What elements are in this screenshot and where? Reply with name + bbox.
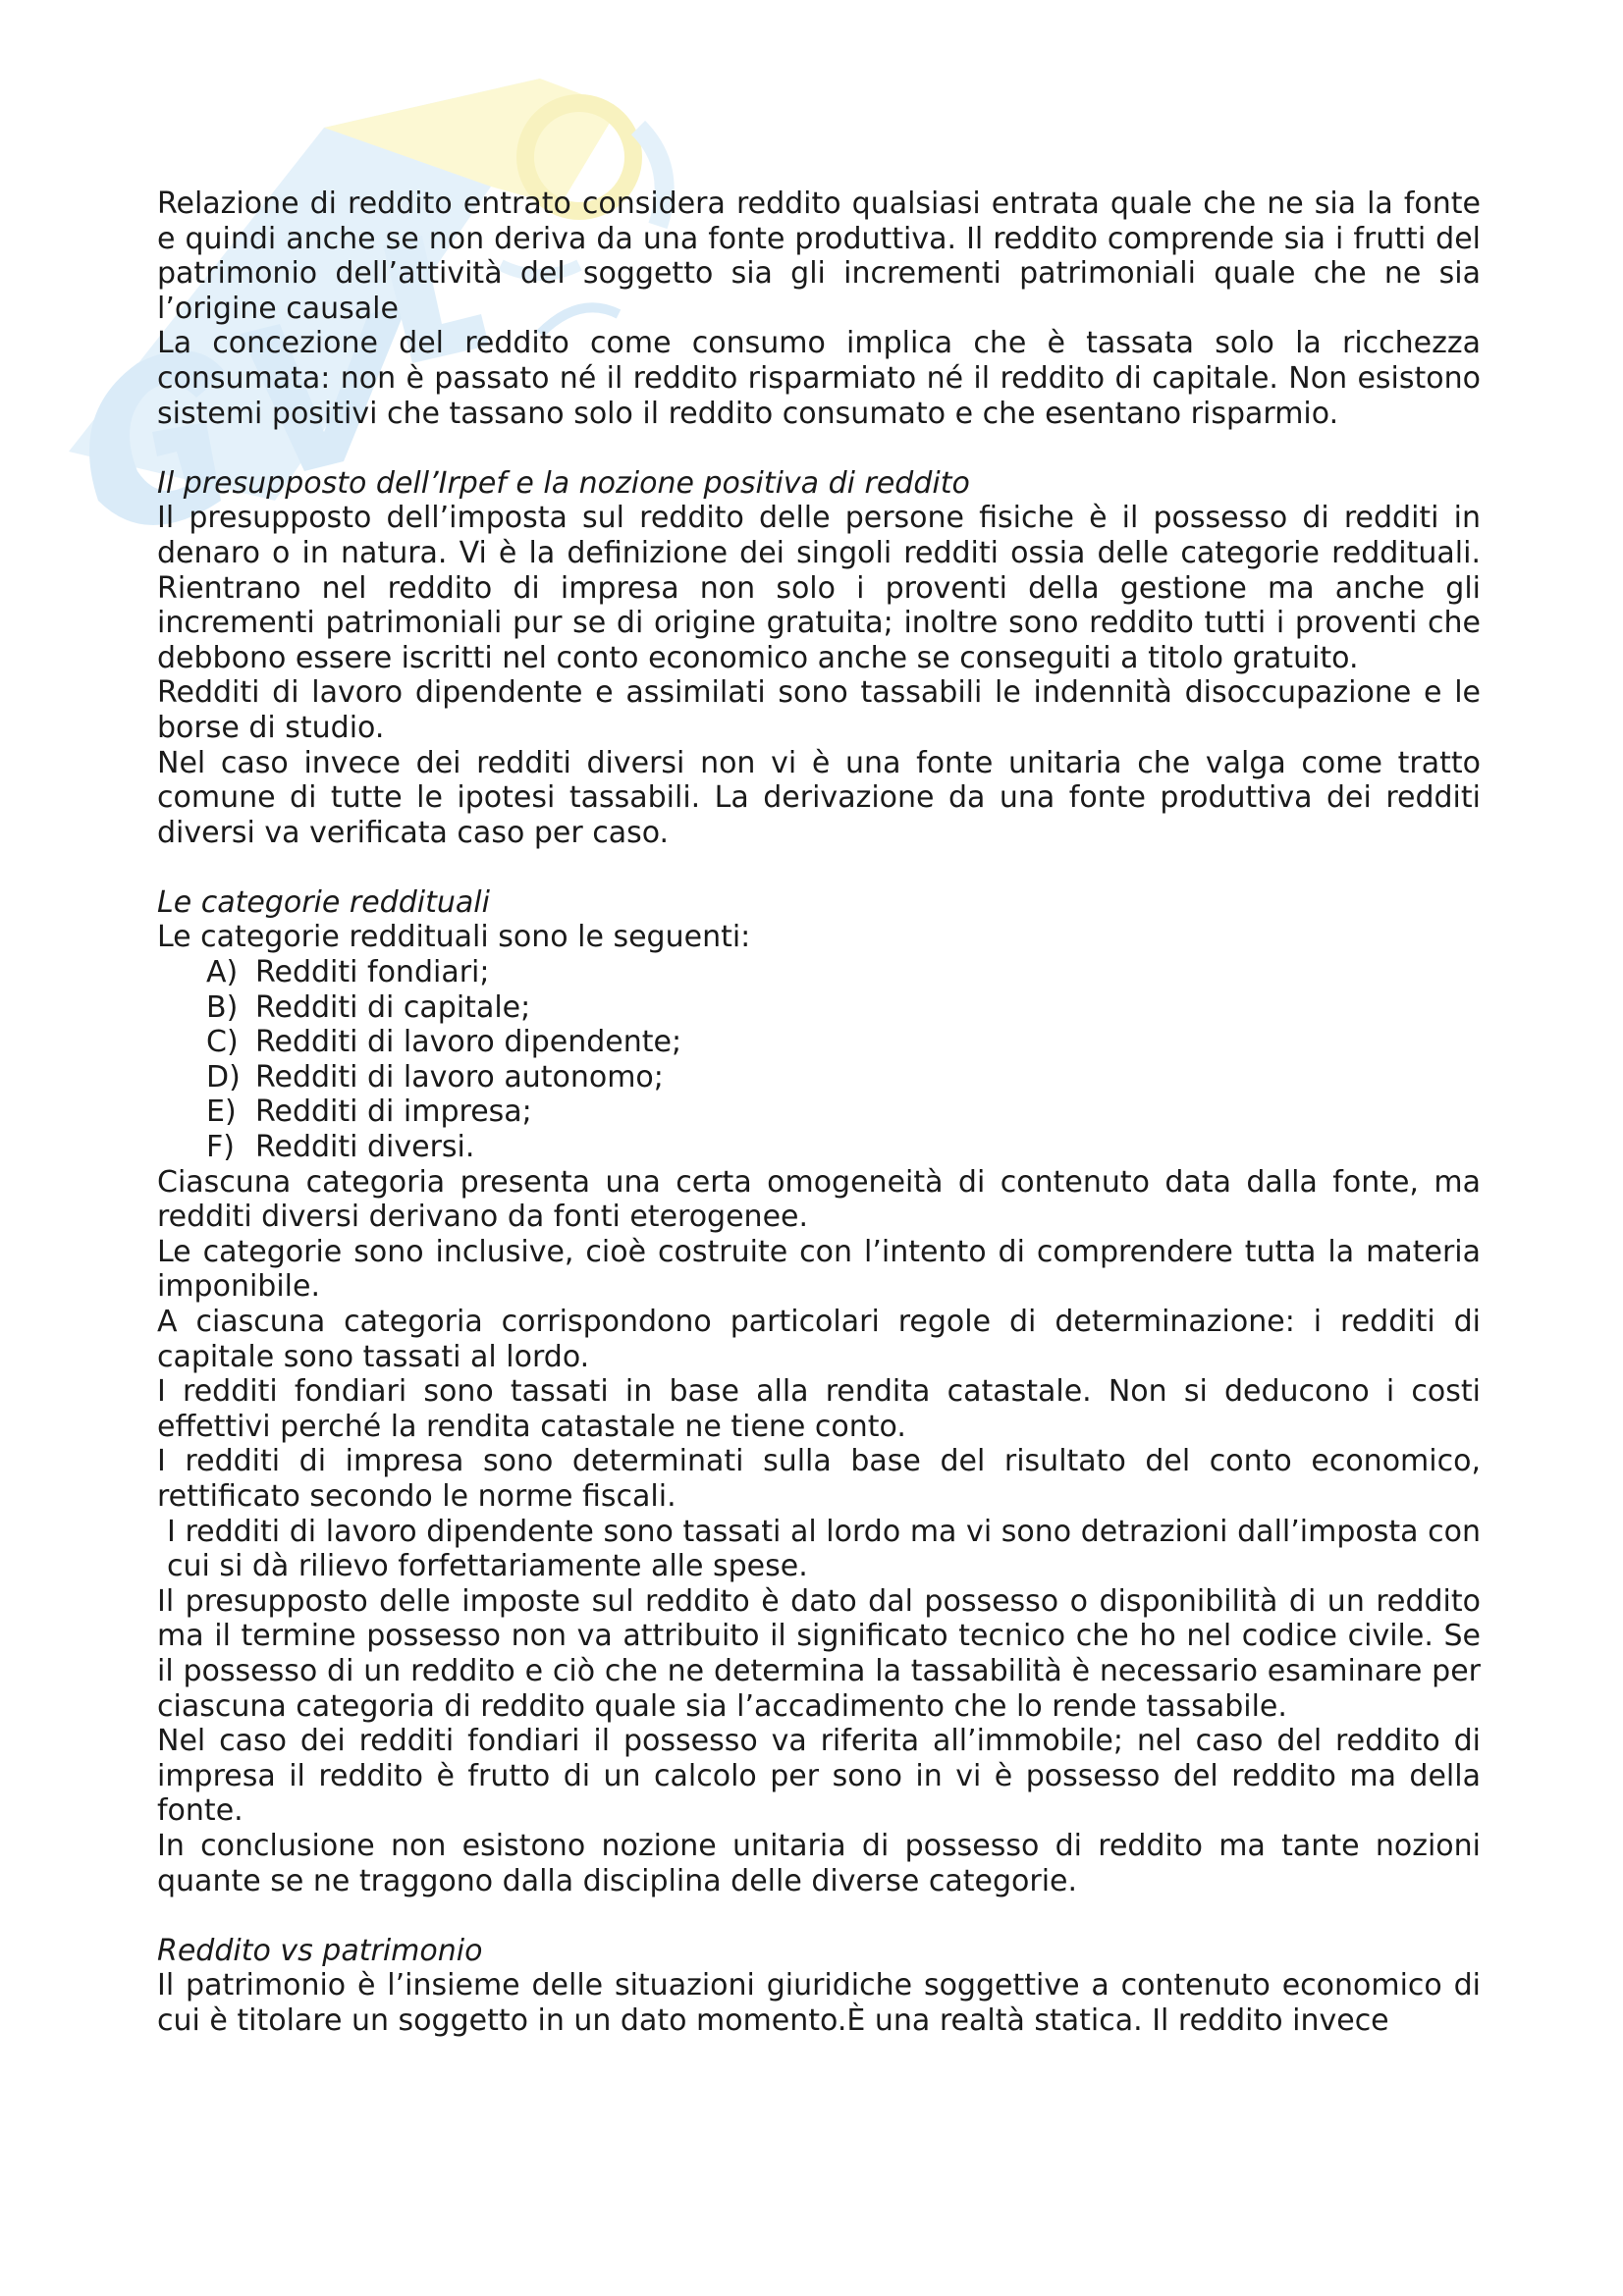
section-heading-patrimonio: Reddito vs patrimonio	[157, 1933, 483, 1968]
intro-paragraph-2: La concezione del reddito come consumo implica che è tassata solo la ricchezza consumata: non è passato né il reddito risparmiato né il reddito di capitale. Non esistono sistemi positivi che tassano solo il reddito consumato e che esentano risparmio.	[157, 326, 1481, 431]
list-item-text: Redditi fondiari;	[255, 955, 490, 990]
list-item-text: Redditi di impresa;	[255, 1095, 532, 1130]
list-item	[157, 1060, 1481, 1095]
section1-paragraph-3: Nel caso invece dei redditi diversi non vi è una fonte unitaria che valga come tratto comune di tutte le ipotesi tassabili. La derivazione da una fonte produttiva dei redditi diversi va verificata caso per caso.	[157, 745, 1481, 850]
list-item	[157, 955, 1481, 990]
section2-paragraph-6: I redditi di lavoro dipendente sono tassati al lordo ma vi sono detrazioni dall’imposta con cui si dà rilievo forfettariamente alle spese.	[167, 1514, 1481, 1584]
list-item	[157, 990, 1481, 1026]
section2-paragraph-7: Il presupposto delle imposte sul reddito è dato dal possesso o disponibilità di un reddito ma il termine possesso non va attribuito il significato tecnico che ho nel codice civile. Se il possesso di un reddito e ciò che ne determina la tassabilità è necessario esaminare per ciascuna categoria di reddito quale sia l’accadimento che lo rende tassabile.	[157, 1583, 1481, 1724]
list-item-text: Redditi di capitale;	[255, 989, 531, 1025]
list-item-marker: D)	[206, 1059, 241, 1095]
list-item-marker: B)	[206, 989, 239, 1025]
list-item	[157, 1025, 1481, 1060]
document-page	[157, 187, 1481, 2038]
section2-paragraph-5: I redditi di impresa sono determinati sulla base del risultato del conto economico, rettificato secondo le norme fiscali.	[157, 1444, 1481, 1514]
section2-paragraph-1: Ciascuna categoria presenta una certa omogeneità di contenuto data dalla fonte, ma redditi diversi derivano da fonti eterogenee.	[157, 1164, 1481, 1235]
section2-paragraph-4: I redditi fondiari sono tassati in base alla rendita catastale. Non si deducono i costi effettivi perché la rendita catastale ne tiene conto.	[157, 1374, 1481, 1444]
list-item-text: Redditi di lavoro dipendente;	[255, 1025, 682, 1060]
categories-intro: Le categorie reddituali sono le seguenti:	[157, 920, 751, 955]
categories-list	[157, 955, 1481, 1165]
list-item-marker: E)	[206, 1095, 237, 1130]
list-item-marker: C)	[206, 1025, 239, 1060]
list-item-text: Redditi di lavoro autonomo;	[255, 1059, 664, 1095]
section1-paragraph-2: Redditi di lavoro dipendente e assimilati sono tassabili le indennità disoccupazione e le borse di studio.	[157, 675, 1481, 745]
list-item-text: Redditi diversi.	[255, 1130, 475, 1165]
section2-paragraph-8: Nel caso dei redditi fondiari il possesso va riferita all’immobile; nel caso del reddito di impresa il reddito è frutto di un calcolo per sono in vi è possesso del reddito ma della fonte.	[157, 1724, 1481, 1829]
section-heading-categorie: Le categorie reddituali	[157, 884, 490, 920]
list-item	[157, 1095, 1481, 1130]
list-item-marker: A)	[206, 955, 239, 990]
section2-paragraph-9: In conclusione non esistono nozione unitaria di possesso di reddito ma tante nozioni quante se ne traggono dalla disciplina delle diverse categorie.	[157, 1828, 1481, 1898]
section3-paragraph-1: Il patrimonio è l’insieme delle situazioni giuridiche soggettive a contenuto economico di cui è titolare un soggetto in un dato momento.È una realtà statica. Il reddito invece	[157, 1968, 1481, 2038]
section2-paragraph-2: Le categorie sono inclusive, cioè costruite con l’intento di comprendere tutta la materia imponibile.	[157, 1234, 1481, 1305]
section1-paragraph-1: Il presupposto dell’imposta sul reddito delle persone fisiche è il possesso di redditi in denaro o in natura. Vi è la definizione dei singoli redditi ossia delle categorie reddituali. Rientrano nel reddito di impresa non solo i proventi della gestione ma anche gli incrementi patrimoniali pur se di origine gratuita; inoltre sono reddito tutti i proventi che debbono essere iscritti nel conto economico anche se conseguiti a titolo gratuito.	[157, 501, 1481, 675]
intro-paragraph-1: Relazione di reddito entrato considera reddito qualsiasi entrata quale che ne sia la fonte e quindi anche se non deriva da una fonte produttiva. Il reddito comprende sia i frutti del patrimonio dell’attività del soggetto sia gli incrementi patrimoniali quale che ne sia l’origine causale	[157, 187, 1481, 326]
section2-paragraph-3: A ciascuna categoria corrispondono particolari regole di determinazione: i redditi di capitale sono tassati al lordo.	[157, 1305, 1481, 1374]
list-item-marker: F)	[206, 1130, 235, 1165]
section-heading-presupposto: Il presupposto dell’Irpef e la nozione positiva di reddito	[157, 465, 970, 501]
list-item	[157, 1130, 1481, 1165]
